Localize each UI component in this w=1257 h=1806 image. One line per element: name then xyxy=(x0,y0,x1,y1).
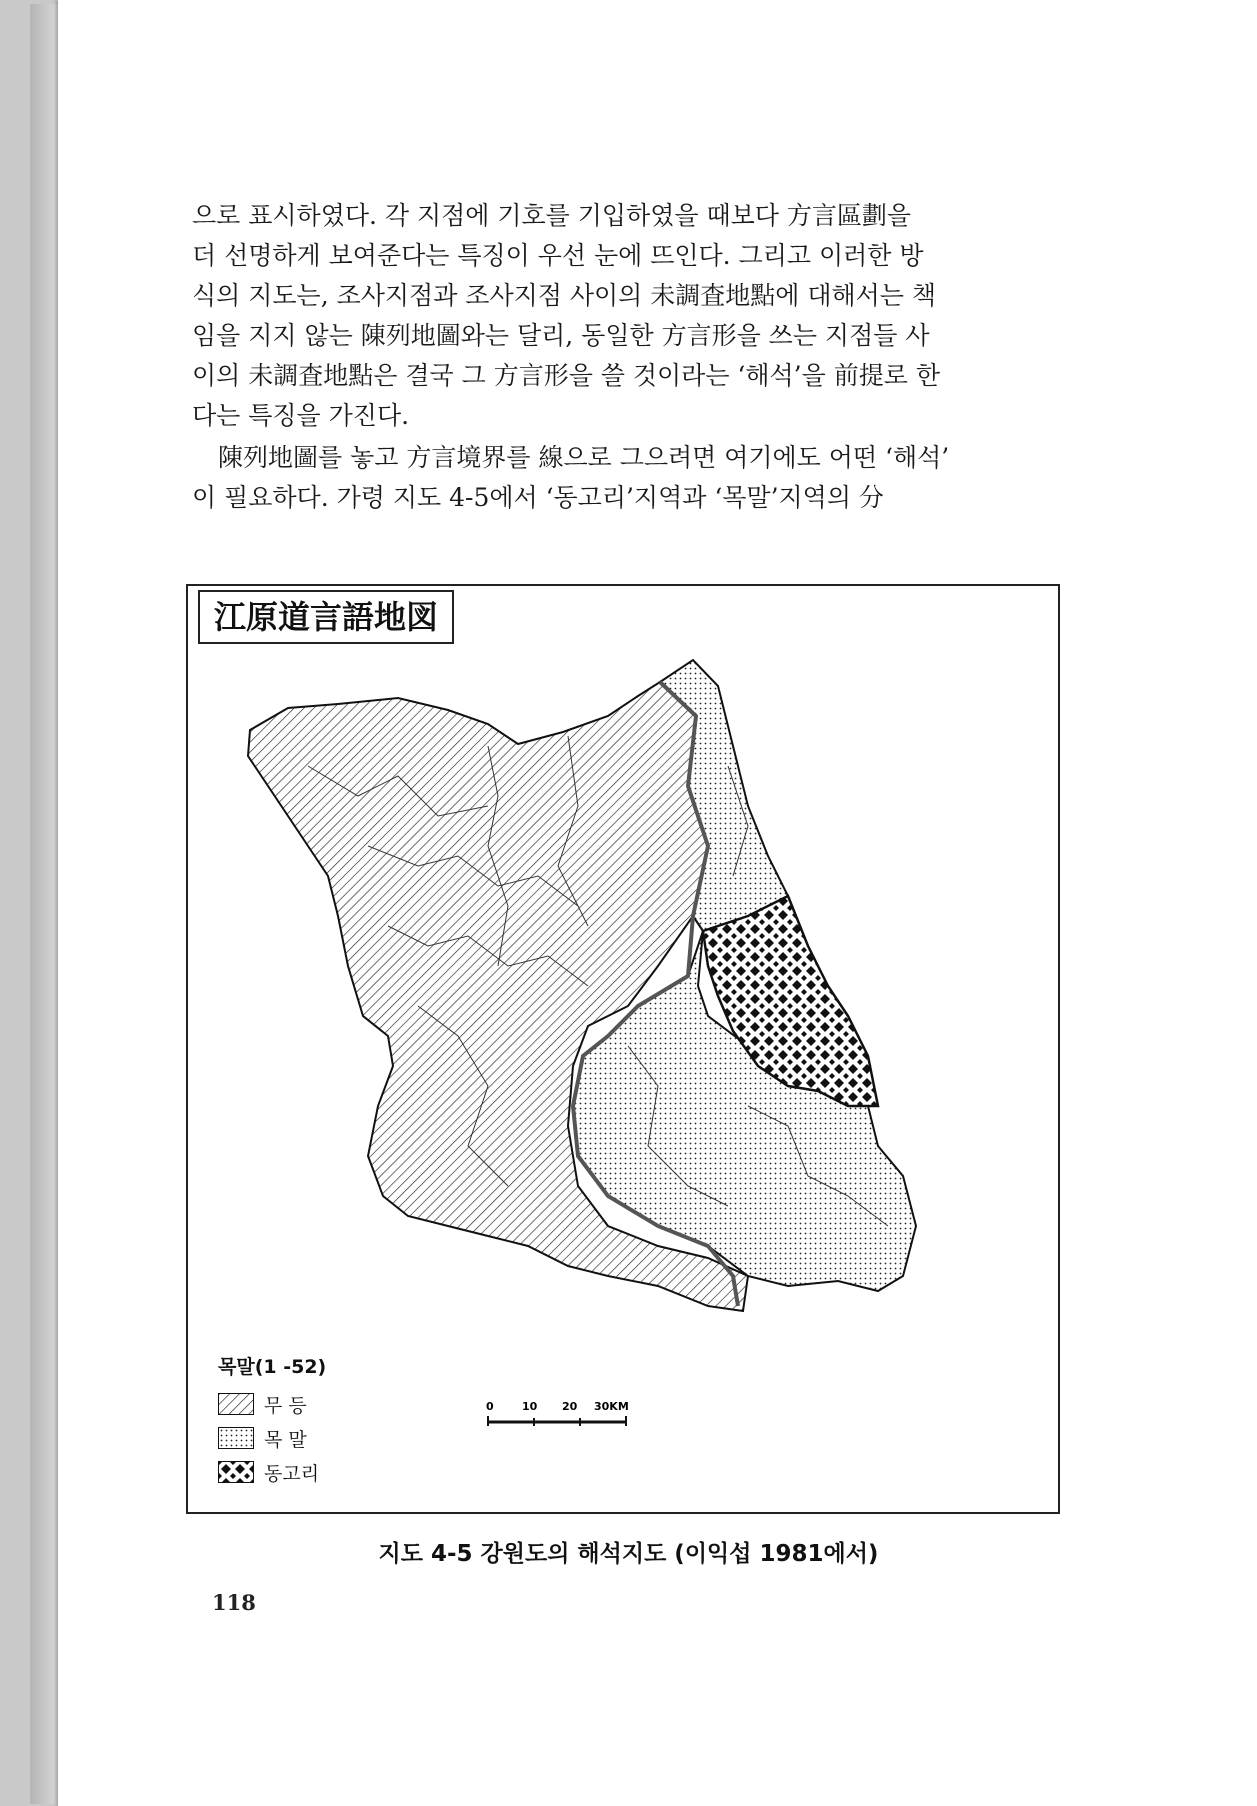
scale-tick-label: 0 xyxy=(486,1400,494,1413)
legend-label: 무 등 xyxy=(264,1394,307,1417)
page-number: 118 xyxy=(212,1590,256,1615)
map-legend xyxy=(218,1352,326,1489)
text-line: 식의 지도는, 조사지점과 조사지점 사이의 未調査地點에 대해서는 책 xyxy=(192,281,937,310)
dialect-map-figure xyxy=(186,584,1060,1514)
scale-tick-label: 20 xyxy=(562,1400,578,1413)
cross-swatch-icon xyxy=(218,1461,254,1483)
text-line: 陳列地圖를 놓고 方言境界를 線으로 그으려면 여기에도 어떤 ‘해석’ xyxy=(218,443,950,472)
map-title: 江原道言語地図 xyxy=(198,590,454,644)
dots-swatch-icon xyxy=(218,1427,254,1449)
legend-label: 목 말 xyxy=(264,1428,307,1451)
figure-caption: 지도 4-5 강원도의 해석지도 (이익섭 1981에서) xyxy=(378,1541,879,1567)
scale-tick-label: 10 xyxy=(522,1400,538,1413)
scale-bar xyxy=(484,1398,644,1438)
scale-tick-label: 30KM xyxy=(594,1400,629,1413)
paragraph-2 xyxy=(192,438,1058,518)
hatch-swatch-icon xyxy=(218,1393,254,1415)
paragraph-1 xyxy=(192,196,1058,436)
legend-item-donggori xyxy=(218,1455,326,1489)
text-line: 이 필요하다. 가령 지도 4-5에서 ‘동고리’지역과 ‘목말’지역의 分 xyxy=(192,483,884,512)
page-edge xyxy=(30,4,58,1804)
text-line: 임을 지지 않는 陳列地圖와는 달리, 동일한 方言形을 쓰는 지점들 사 xyxy=(192,321,930,350)
legend-item-mudeung xyxy=(218,1387,326,1421)
text-line: 다는 특징을 가진다. xyxy=(192,401,410,430)
text-line: 더 선명하게 보여준다는 특징이 우선 눈에 뜨인다. 그리고 이러한 방 xyxy=(192,241,924,270)
text-line: 이의 未調査地點은 결국 그 方言形을 쓸 것이라는 ‘해석’을 前提로 한 xyxy=(192,361,940,390)
legend-item-mokmal xyxy=(218,1421,326,1455)
legend-label: 동고리 xyxy=(264,1462,320,1485)
legend-title: 목말(1 -52) xyxy=(218,1356,327,1378)
text-line: 으로 표시하였다. 각 지점에 기호를 기입하였을 때보다 方言區劃을 xyxy=(192,201,912,230)
